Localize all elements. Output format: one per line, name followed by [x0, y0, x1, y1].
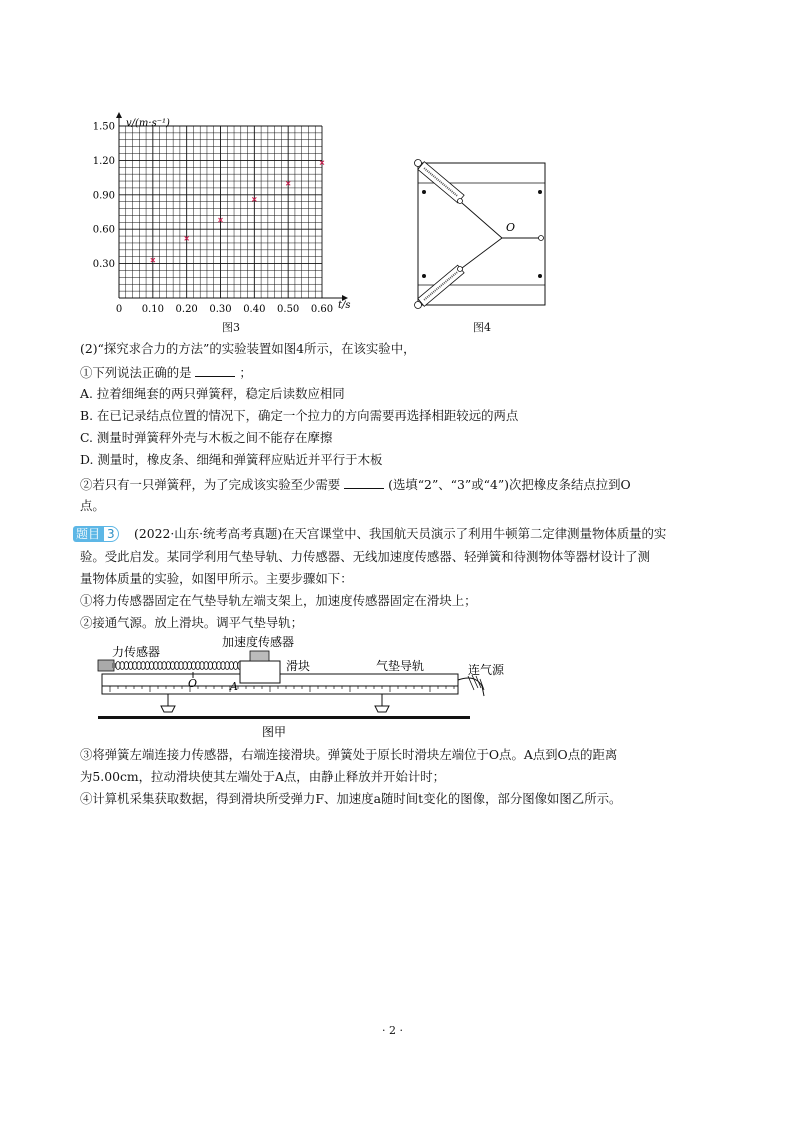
x-tick-label: 0.60 [310, 304, 334, 315]
q3-line2: 验。受此启发。某同学利用气垫导轨、力传感器、无线加速度传感器、轻弹簧和待测物体等器材设计了测 [80, 549, 650, 564]
y-tick-label: 1.20 [92, 155, 115, 167]
chart-points [151, 161, 324, 262]
y-tick-label: 1.50 [92, 121, 115, 133]
q3-step3-line1: ③将弹簧左端连接力传感器，右端连接滑块。弹簧处于原长时滑块左端位于O点。A点到O点的距离 [80, 747, 618, 762]
chart-axes [116, 112, 348, 301]
fig-a-caption: 图甲 [262, 725, 287, 739]
force-sensor-label: 力传感器 [112, 645, 161, 659]
q3-step3-line2: 为5.00cm，拉动滑块使其左端处于A点，由静止释放并开始计时； [80, 769, 445, 784]
q2-option-c: C. 测量时弹簧秤外壳与木板之间不能存在摩擦 [80, 430, 333, 445]
fig4-caption: 图4 [473, 321, 491, 334]
chart-grid [119, 126, 322, 298]
velocity-time-chart [84, 112, 360, 334]
x-tick-label: 0.10 [141, 304, 164, 315]
q3-step2: ②接通气源。放上滑块。调平气垫导轨； [80, 615, 304, 630]
track-label: 气垫导轨 [376, 659, 425, 673]
x-tick-label: 0.50 [277, 304, 300, 315]
point-o-label: O [506, 221, 516, 234]
q2-sub2-line2: 点。 [80, 498, 105, 513]
point-a-marker: A [230, 680, 238, 693]
question-tag [73, 526, 119, 542]
y-tick-label: 0.30 [92, 259, 115, 271]
q2-sub2: ②若只有一只弹簧秤，为了完成该实验至少需要 (选填“2”、“3”或“4”)次把橡皮条结点拉到O [80, 477, 631, 492]
q3-line1: (2022·山东·统考高考真题)在天宫课堂中、我国航天员演示了利用牛顿第二定律测量物体质量的实 [134, 526, 667, 541]
q3-line3: 量物体质量的实验，如图甲所示。主要步骤如下： [80, 571, 353, 586]
q2-option-b: B. 在已记录结点位置的情况下，确定一个拉力的方向需要再选择相距较远的两点 [80, 408, 519, 423]
chart-tick-labels [93, 122, 333, 316]
air-track-diagram [90, 634, 530, 740]
acc-sensor-label: 加速度传感器 [222, 635, 295, 649]
x-axis-label: t/s [338, 300, 351, 311]
slider-label: 滑块 [286, 659, 311, 673]
x-tick-label: 0.40 [243, 304, 266, 315]
answer-blank-2[interactable] [344, 476, 384, 489]
q2-intro: (2)“探究求合力的方法”的实验装置如图4所示，在该实验中， [80, 341, 416, 356]
x-tick-label: 0.30 [209, 304, 232, 315]
fig3-caption: 图3 [222, 321, 240, 334]
y-axis-label: v/(m·s⁻¹) [126, 118, 170, 129]
q3-step1: ①将力传感器固定在气垫导轨左端支架上，加速度传感器固定在滑块上； [80, 593, 477, 608]
q2-sub1: ①下列说法正确的是 ； [80, 365, 252, 380]
question-tag-number: 3 [103, 526, 119, 542]
q2-option-d: D. 测量时，橡皮条、细绳和弹簧秤应贴近并平行于木板 [80, 452, 383, 467]
x-tick-label: 0.20 [175, 304, 198, 315]
air-source-label: 连气源 [468, 663, 505, 677]
page-number: · 2 · [382, 1024, 403, 1037]
point-o-marker: O [188, 677, 198, 690]
y-tick-label: 0.60 [92, 224, 115, 236]
q3-step4: ④计算机采集获取数据，得到滑块所受弹力F、加速度a随时间t变化的图像，部分图像如图乙所示。 [80, 791, 622, 806]
force-board-diagram [410, 158, 550, 310]
y-axis-arrow [116, 112, 122, 118]
answer-blank-1[interactable] [195, 364, 235, 377]
question-tag-label: 题目 [73, 526, 103, 542]
x-tick-label: 0 [115, 304, 123, 315]
y-tick-label: 0.90 [92, 190, 115, 202]
q2-option-a: A. 拉着细绳套的两只弹簧秤，稳定后读数应相同 [80, 386, 345, 401]
